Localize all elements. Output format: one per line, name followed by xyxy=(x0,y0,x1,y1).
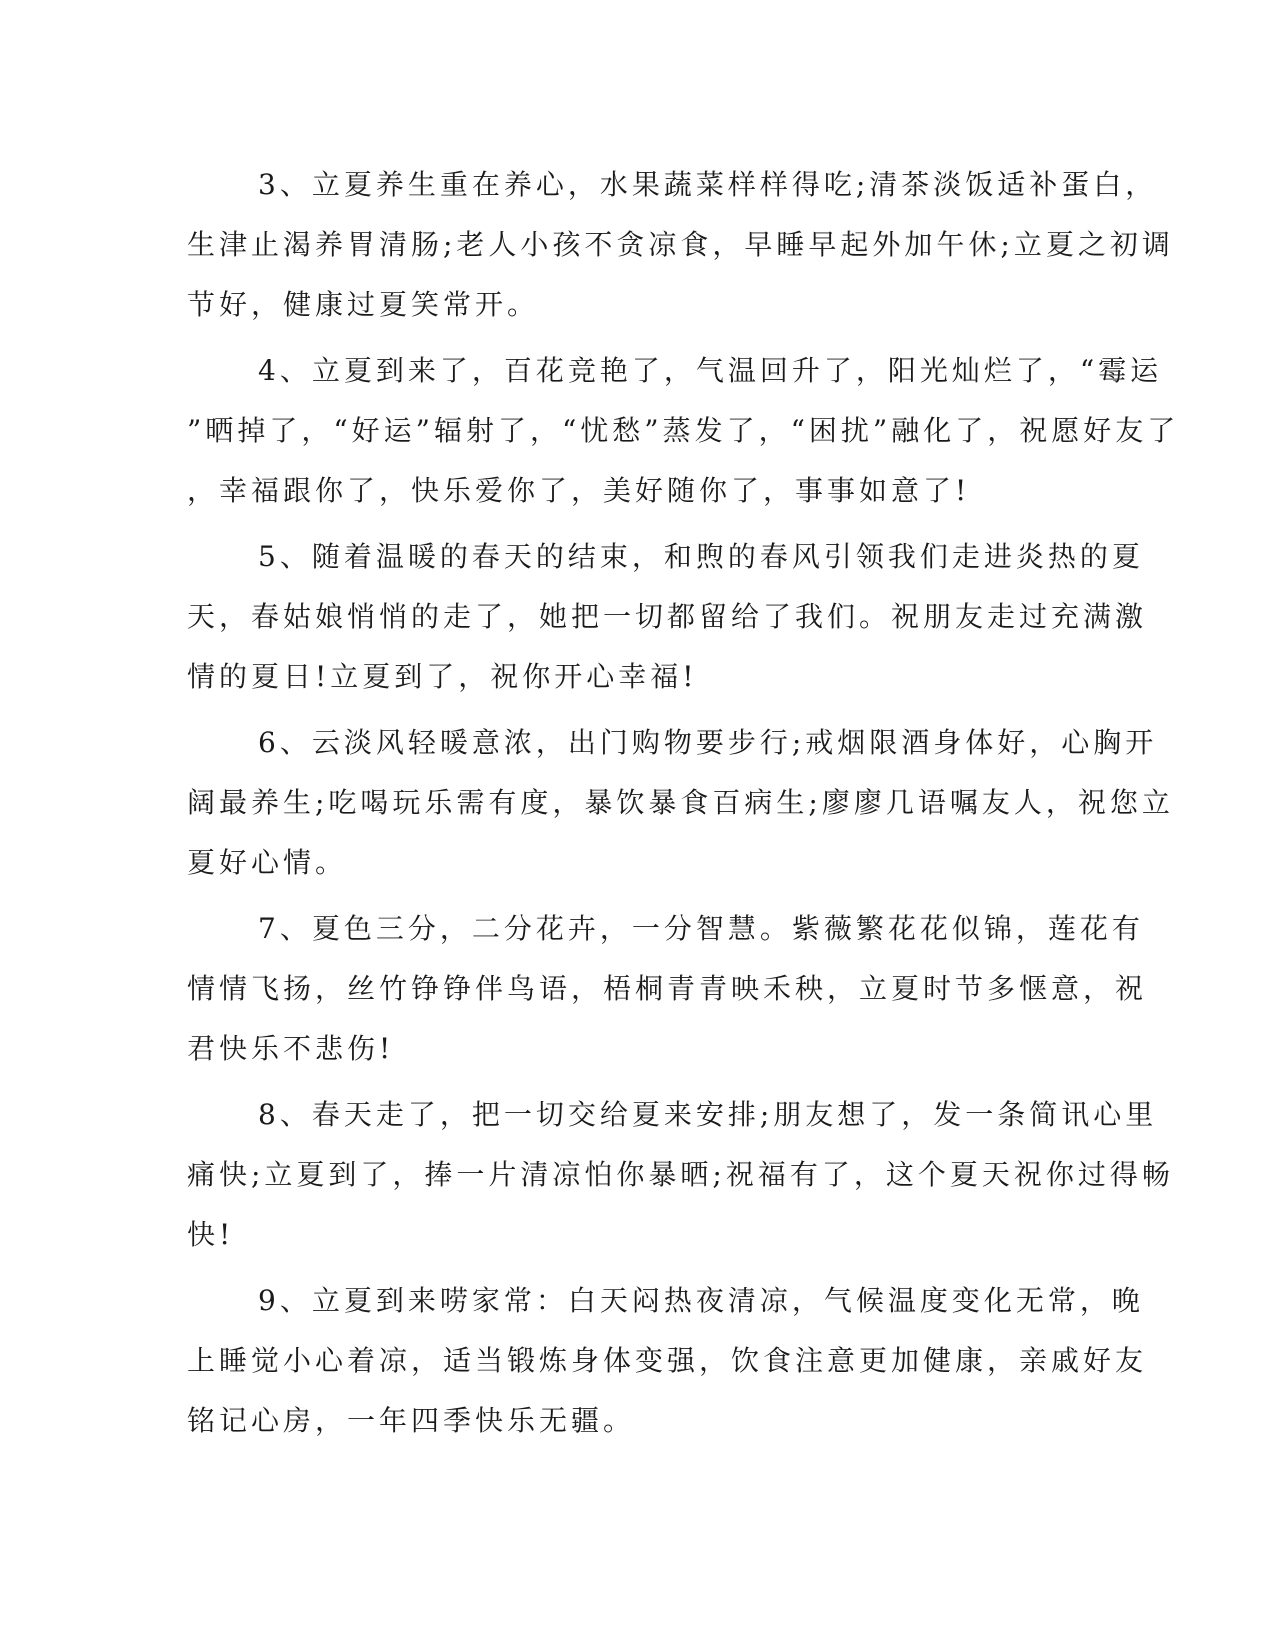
paragraph-line: 快! xyxy=(187,1218,235,1251)
paragraph-6 xyxy=(187,713,1174,893)
paragraph-line: 3、立夏养生重在养心，水果蔬菜样样得吃;清茶淡饭适补蛋白， xyxy=(258,168,1158,201)
paragraph-line: 情情飞扬，丝竹铮铮伴鸟语，梧桐青青映禾秧，立夏时节多惬意，祝 xyxy=(187,972,1148,1005)
document-body xyxy=(187,155,1180,1457)
paragraph-3 xyxy=(187,155,1174,335)
paragraph-line: 节好，健康过夏笑常开。 xyxy=(187,288,540,321)
paragraph-line: 阔最养生;吃喝玩乐需有度，暴饮暴食百病生;廖廖几语嘱友人，祝您立 xyxy=(187,786,1174,819)
paragraph-line: 7、夏色三分，二分花卉，一分智慧。紫薇繁花花似锦，莲花有 xyxy=(258,912,1144,945)
paragraph-line: 8、春天走了，把一切交给夏来安排;朋友想了，发一条简讯心里 xyxy=(258,1098,1158,1131)
paragraph-line: 上睡觉小心着凉，适当锻炼身体变强，饮食注意更加健康，亲戚好友 xyxy=(187,1344,1148,1377)
paragraph-line: 君快乐不悲伤! xyxy=(187,1032,395,1065)
paragraph-line: 痛快;立夏到了，捧一片清凉怕你暴晒;祝福有了，这个夏天祝你过得畅 xyxy=(187,1158,1174,1191)
paragraph-line: ，幸福跟你了，快乐爱你了，美好随你了，事事如意了! xyxy=(187,474,971,507)
paragraph-line: 生津止渴养胃清肠;老人小孩不贪凉食，早睡早起外加午休;立夏之初调 xyxy=(187,228,1174,261)
paragraph-line: 情的夏日!立夏到了，祝你开心幸福! xyxy=(187,660,698,693)
paragraph-7 xyxy=(187,899,1148,1079)
paragraph-4 xyxy=(187,341,1180,521)
paragraph-line: 6、云淡风轻暖意浓，出门购物要步行;戒烟限酒身体好，心胸开 xyxy=(258,726,1158,759)
paragraph-5 xyxy=(187,527,1148,707)
paragraph-line: 9、立夏到来唠家常：白天闷热夜清凉，气候温度变化无常，晚 xyxy=(258,1284,1144,1317)
paragraph-line: 4、立夏到来了，百花竞艳了，气温回升了，阳光灿烂了，“霉运 xyxy=(258,354,1163,387)
paragraph-line: 铭记心房，一年四季快乐无疆。 xyxy=(187,1404,636,1437)
paragraph-8 xyxy=(187,1085,1174,1265)
paragraph-line: 天，春姑娘悄悄的走了，她把一切都留给了我们。祝朋友走过充满激 xyxy=(187,600,1148,633)
paragraph-line: 夏好心情。 xyxy=(187,846,348,879)
paragraph-line: ”晒掉了，“好运”辐射了，“忧愁”蒸发了，“困扰”融化了，祝愿好友了 xyxy=(187,414,1180,447)
paragraph-line: 5、随着温暖的春天的结束，和煦的春风引领我们走进炎热的夏 xyxy=(258,540,1144,573)
paragraph-9 xyxy=(187,1271,1148,1451)
